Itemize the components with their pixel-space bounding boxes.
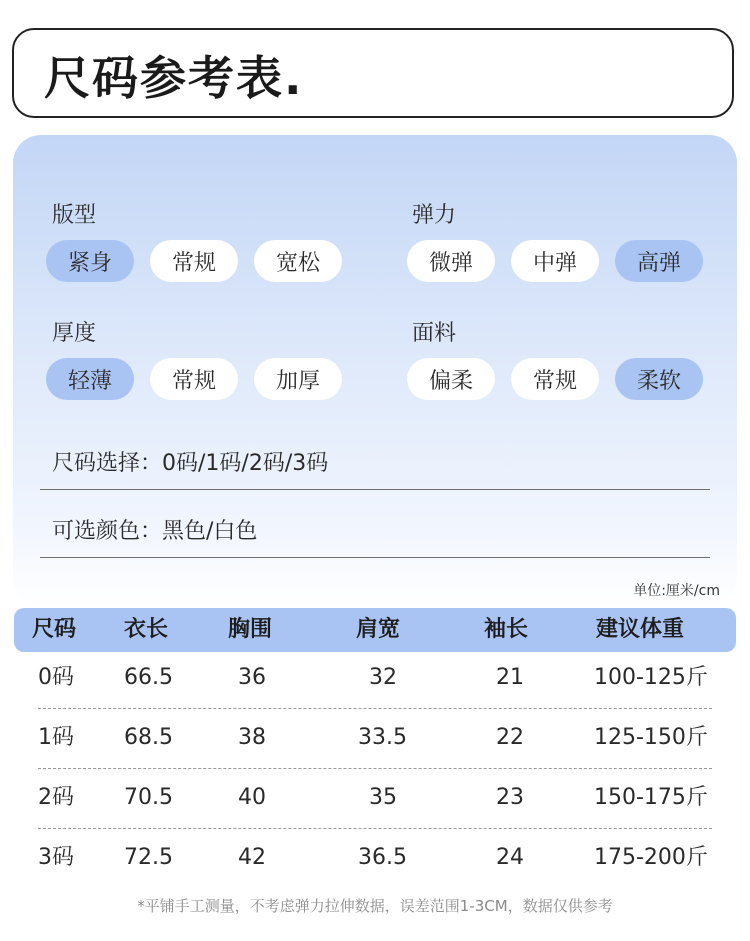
cell-shoulder: 35	[369, 785, 397, 810]
cell-sleeve: 23	[496, 785, 524, 810]
unit-note: 单位:厘米/cm	[633, 583, 720, 599]
cell-sleeve: 24	[496, 845, 524, 870]
fit-option-regular: 常规	[150, 240, 238, 282]
thickness-option-thick: 加厚	[254, 358, 342, 400]
table-row	[0, 648, 750, 708]
table-row	[0, 828, 750, 888]
cell-chest: 36	[238, 665, 266, 690]
cell-length: 68.5	[124, 725, 173, 750]
cell-sleeve: 21	[496, 665, 524, 690]
title-box	[12, 28, 734, 118]
fabric-label: 面料	[412, 321, 457, 346]
color-choice: 可选颜色：黑色/白色	[52, 519, 258, 544]
fit-label: 版型	[52, 203, 97, 228]
thickness-option-thin: 轻薄	[46, 358, 134, 400]
header-chest: 胸围	[228, 617, 273, 642]
table-header	[14, 608, 736, 652]
table-row	[0, 708, 750, 768]
elasticity-option-medium: 中弹	[511, 240, 599, 282]
cell-shoulder: 36.5	[358, 845, 407, 870]
divider	[40, 557, 710, 558]
cell-size: 3码	[38, 845, 74, 870]
cell-shoulder: 32	[369, 665, 397, 690]
cell-length: 72.5	[124, 845, 173, 870]
fit-option-tight: 紧身	[46, 240, 134, 282]
divider	[40, 489, 710, 490]
cell-size: 0码	[38, 665, 74, 690]
cell-weight: 125-150斤	[594, 725, 708, 750]
cell-weight: 150-175斤	[594, 785, 708, 810]
header-length: 衣长	[124, 617, 169, 642]
cell-shoulder: 33.5	[358, 725, 407, 750]
elasticity-option-slight: 微弹	[407, 240, 495, 282]
page-title: 尺码参考表.	[44, 51, 304, 105]
cell-length: 66.5	[124, 665, 173, 690]
elasticity-label: 弹力	[412, 203, 457, 228]
header-size: 尺码	[32, 617, 77, 642]
header-sleeve: 袖长	[484, 617, 529, 642]
cell-chest: 40	[238, 785, 266, 810]
fabric-option-regular: 常规	[511, 358, 599, 400]
fabric-option-soft: 柔软	[615, 358, 703, 400]
cell-chest: 42	[238, 845, 266, 870]
table-row	[0, 768, 750, 828]
cell-size: 2码	[38, 785, 74, 810]
cell-size: 1码	[38, 725, 74, 750]
elasticity-option-high: 高弹	[615, 240, 703, 282]
cell-chest: 38	[238, 725, 266, 750]
fit-option-loose: 宽松	[254, 240, 342, 282]
cell-sleeve: 22	[496, 725, 524, 750]
cell-weight: 175-200斤	[594, 845, 708, 870]
thickness-option-regular: 常规	[150, 358, 238, 400]
thickness-label: 厚度	[52, 321, 97, 346]
size-choice: 尺码选择：0码/1码/2码/3码	[52, 451, 329, 476]
cell-length: 70.5	[124, 785, 173, 810]
fabric-option-soft-ish: 偏柔	[407, 358, 495, 400]
header-shoulder: 肩宽	[356, 617, 401, 642]
footnote: *平铺手工测量，不考虑弹力拉伸数据，误差范围1-3CM，数据仅供参考	[137, 897, 613, 915]
header-weight: 建议体重	[596, 617, 685, 642]
cell-weight: 100-125斤	[594, 665, 708, 690]
